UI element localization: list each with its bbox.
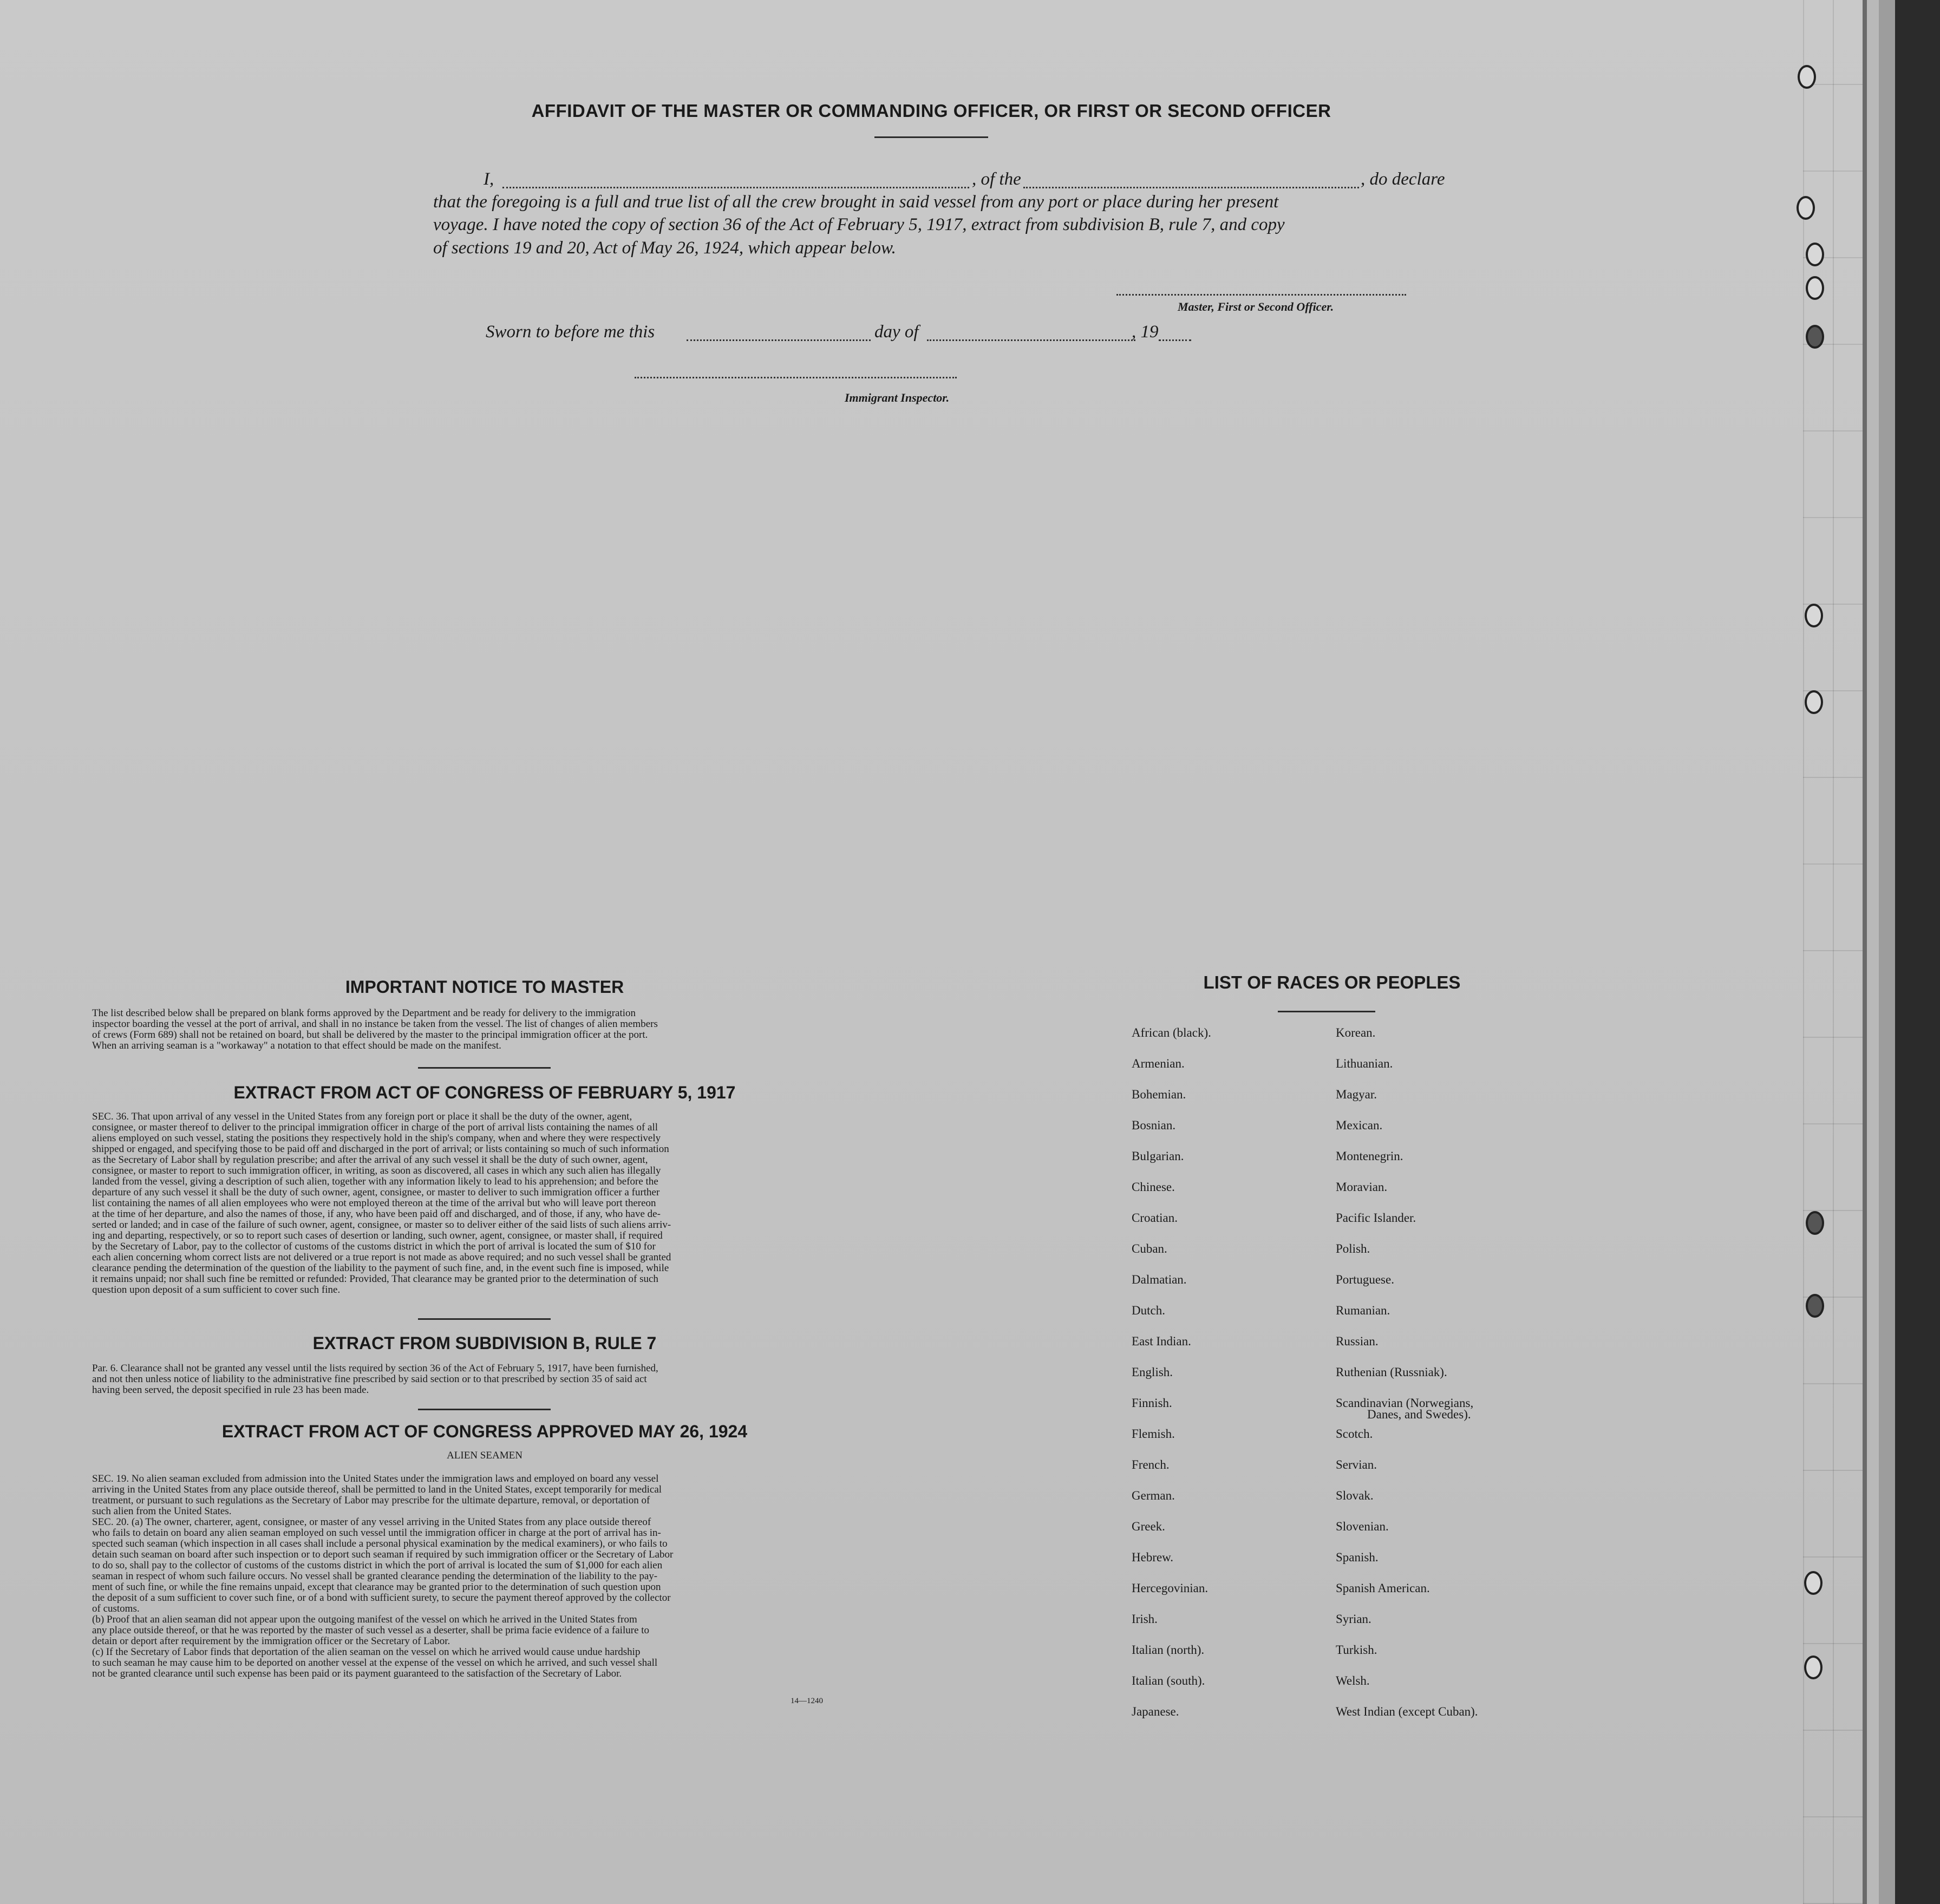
extract-rule7-body: Par. 6. Clearance shall not be granted any vessel until the lists required by section 36 of the Act of February 5, 1917, have been furnished, and not then unless notice of liability to the administrative fine prescribed by said section or to that prescribed by section 35 of said act having been served, the deposit specified in rule 23 has been made. [92, 1363, 658, 1396]
race-item: Flemish. [1132, 1427, 1175, 1441]
race-item: Syrian. [1336, 1612, 1371, 1626]
punch-hole [1804, 1571, 1823, 1595]
race-item: Pacific Islander. [1336, 1211, 1416, 1225]
punch-hole [1806, 1294, 1824, 1318]
race-item: Croatian. [1132, 1211, 1178, 1225]
race-item: Bohemian. [1132, 1088, 1186, 1101]
race-item: Italian (south). [1132, 1674, 1205, 1687]
punch-hole [1806, 243, 1824, 266]
extract-rule7-title: EXTRACT FROM SUBDIVISION B, RULE 7 [312, 1333, 657, 1353]
punch-hole [1806, 325, 1824, 349]
race-item: Chinese. [1132, 1180, 1175, 1194]
declaration-i: I, [484, 169, 494, 189]
race-item: Dalmatian. [1132, 1273, 1187, 1286]
vessel-blank[interactable] [1023, 187, 1359, 188]
divider-1 [418, 1067, 551, 1069]
race-item: English. [1132, 1365, 1173, 1379]
race-item: West Indian (except Cuban). [1336, 1705, 1478, 1718]
race-item: Mexican. [1336, 1118, 1383, 1132]
sworn-year-label: , 19 [1132, 322, 1159, 342]
notice-body: The list described below shall be prepared on blank forms approved by the Department and be ready for delivery to the immigration inspector boarding the vessel at the port of arrival, and shall in no instance be taken from the vessel. The list of changes of alien members of crews (Form 689) shall not be retained on board, but shall be delivered by the master to the principal immigration officer at the port. When an arriving seaman is a "workaway" a notation to that effect should be made on the manifest. [92, 1007, 658, 1051]
punch-hole [1805, 604, 1823, 627]
name-blank[interactable] [502, 187, 969, 188]
form-number: 14—1240 [791, 1697, 823, 1705]
race-item: Turkish. [1336, 1643, 1377, 1657]
extract-1924-body: SEC. 19. No alien seaman excluded from admission into the United States under the immigration laws and employed on board any vessel arriving in the United States from any place outside thereof, shall be permitted to land in the United States, except temporarily for medical treatment, or pursuant to such regulations as the Secretary of Labor may prescribe for the ultimate departure, removal, or deportation of such alien from the United States. SEC. 20. (a) The owner, charterer, agent, consignee, or master of any vessel arriving in the United States from any place outside thereof who fails to detain on board any alien seaman employed on such vessel until the immigration officer in charge at the port of arrival has in- spected such seaman (which inspection in all cases shall include a personal physical examination by the medical examiners), or who fails to detain such seaman on board after such inspection or to deport such seaman if required by such immigration officer or the Secretary of Labor to do so, shall pay to the collector of customs of the customs district in which the port of arrival is located the sum of $1,000 for each alien seaman in respect of whom such failure occurs. No vessel shall be granted clearance pending the determination of the liability to the pay- ment of such fine, or while the fine remains unpaid, except that clearance may be granted prior to the determination of such question upon the deposit of a sum sufficient to cover such fine, or of a bond with sufficient surety, to secure the payment thereof approved by the collector of customs. (b) Proof that an alien seaman did not appear upon the outgoing manifest of the vessel on which he arrived in the United States from any place outside thereof, or that he was reported by the master of such vessel as a deserter, shall be prima facie evidence of a failure to detain or deport after requirement by the immigration officer or the Secretary of Labor. (c) If the Secretary of Labor finds that deportation of the alien seaman on the vessel on which he arrived would cause undue hardship to such seaman he may cause him to be deported on another vessel at the expense of the vessel on which he arrived, and such vessel shall not be granted clearance until such expense has been paid or its payment guaranteed to the satisfaction of the Secretary of Labor. [92, 1473, 674, 1679]
race-item: Hercegovinian. [1132, 1581, 1209, 1595]
declaration-of-the: , of the [972, 169, 1021, 189]
punch-hole [1806, 276, 1824, 300]
race-item: Moravian. [1336, 1180, 1388, 1194]
race-item: Russian. [1336, 1334, 1379, 1348]
sworn-before-label: Sworn to before me this [486, 322, 655, 342]
binding-edge [1863, 0, 1940, 1904]
race-item: Scotch. [1336, 1427, 1373, 1441]
race-item: French. [1132, 1458, 1170, 1471]
notice-title: IMPORTANT NOTICE TO MASTER [345, 977, 624, 997]
race-item: Slovenian. [1336, 1520, 1389, 1533]
inspector-signature-line[interactable] [635, 377, 957, 378]
race-item: Bulgarian. [1132, 1149, 1184, 1163]
sworn-year-blank[interactable] [1159, 339, 1191, 341]
declaration-line-4: of sections 19 and 20, Act of May 26, 1924, which appear below. [433, 238, 896, 258]
race-item: Greek. [1132, 1520, 1165, 1533]
extract-1917-body: SEC. 36. That upon arrival of any vessel in the United States from any foreign port or place it shall be the duty of the owner, agent, consignee, or master thereof to deliver to the principal immigration officer in charge of the port of arrival lists containing the names of all aliens employed on such vessel, stating the positions they respectively hold in the ship's company, when and where they were respectively shipped or engaged, and specifying those to be paid off and discharged in the port of arrival; or lists containing so much of such information as the Secretary of Labor shall by regulation prescribe; and after the arrival of any such vessel it shall be the duty of such owner, agent, consignee, or master to report to such immigration officer, in writing, as soon as discovered, all cases in which any such alien has illegally landed from the vessel, giving a description of such alien, together with any information likely to lead to his apprehension; and before the departure of any such vessel it shall be the duty of such owner, agent, consignee, or master to deliver to such immigration officer a further list containing the names of all alien employees who were not employed thereon at the time of the arrival but who will leave port thereon at the time of her departure, and also the names of those, if any, who have been paid off and discharged, and of those, if any, who have de- serted or landed; and in case of the failure of such owner, agent, consignee, or master so to deliver either of the said lists of such aliens arriv- ing and departing, respectively, or so to report such cases of desertion or landing, such owner, agent, consignee, or master shall, if required by the Secretary of Labor, pay to the collector of customs of the customs district in which the port of arrival is located the sum of $10 for each alien concerning whom correct lists are not delivered or a true report is not made as above required; and no such vessel shall be granted clearance pending the determination of the question of the liability to the payment of such fine, and, in the event such fine is imposed, while it remains unpaid; nor shall such fine be remitted or refunded: Provided, That clearance may be granted prior to the determination of such question upon deposit of a sum sufficient to cover such fine. [92, 1111, 671, 1295]
race-item: Portuguese. [1336, 1273, 1394, 1286]
race-item: East Indian. [1132, 1334, 1191, 1348]
divider-2 [418, 1318, 551, 1320]
race-item: Hebrew. [1132, 1550, 1174, 1564]
race-item: African (black). [1132, 1026, 1211, 1039]
extract-1924-subtitle: ALIEN SEAMEN [447, 1450, 522, 1461]
races-title-underline [1278, 1011, 1375, 1012]
race-item: Polish. [1336, 1242, 1370, 1255]
punch-hole [1798, 65, 1816, 89]
races-title: LIST OF RACES OR PEOPLES [1203, 972, 1461, 992]
race-item: Bosnian. [1132, 1118, 1176, 1132]
master-signature-line[interactable] [1116, 294, 1406, 296]
race-item: Japanese. [1132, 1705, 1179, 1718]
punch-hole [1805, 690, 1823, 714]
punch-hole [1797, 196, 1815, 220]
race-item: Welsh. [1336, 1674, 1370, 1687]
punch-hole [1804, 1656, 1823, 1679]
race-item: Spanish. [1336, 1550, 1379, 1564]
sworn-day-blank[interactable] [687, 339, 871, 341]
race-item: Italian (north). [1132, 1643, 1205, 1657]
race-item: Scandinavian (Norwegians, [1336, 1396, 1474, 1410]
punch-hole [1806, 1211, 1824, 1235]
race-item: Rumanian. [1336, 1304, 1390, 1317]
race-item: Finnish. [1132, 1396, 1172, 1410]
divider-3 [418, 1409, 551, 1410]
sworn-month-blank[interactable] [927, 339, 1135, 341]
affidavit-title: AFFIDAVIT OF THE MASTER OR COMMANDING OFFICER, OR FIRST OR SECOND OFFICER [531, 101, 1331, 121]
race-item: Spanish American. [1336, 1581, 1430, 1595]
sworn-day-of-label: day of [874, 322, 919, 342]
race-item: Montenegrin. [1336, 1149, 1403, 1163]
race-continuation: Danes, and Swedes). [1367, 1408, 1471, 1421]
race-item: Magyar. [1336, 1088, 1377, 1101]
race-item: Armenian. [1132, 1057, 1185, 1070]
race-item: Cuban. [1132, 1242, 1167, 1255]
inspector-signature-label: Immigrant Inspector. [845, 391, 950, 404]
race-item: Korean. [1336, 1026, 1376, 1039]
race-item: Ruthenian (Russniak). [1336, 1365, 1447, 1379]
race-item: Lithuanian. [1336, 1057, 1393, 1070]
race-item: Irish. [1132, 1612, 1158, 1626]
declaration-line-3: voyage. I have noted the copy of section 36 of the Act of February 5, 1917, extract from subdivision B, rule 7, and copy [433, 215, 1285, 234]
race-item: Slovak. [1336, 1489, 1374, 1502]
title-underline [874, 136, 988, 138]
declaration-do-declare: , do declare [1361, 169, 1445, 189]
extract-1917-title: EXTRACT FROM ACT OF CONGRESS OF FEBRUARY 5, 1917 [233, 1083, 736, 1102]
master-signature-label: Master, First or Second Officer. [1178, 300, 1334, 313]
race-item: Servian. [1336, 1458, 1377, 1471]
race-item: German. [1132, 1489, 1175, 1502]
race-item: Dutch. [1132, 1304, 1165, 1317]
extract-1924-title: EXTRACT FROM ACT OF CONGRESS APPROVED MAY 26, 1924 [221, 1422, 748, 1441]
declaration-line-2: that the foregoing is a full and true list of all the crew brought in said vessel from any port or place during her present [433, 192, 1279, 212]
